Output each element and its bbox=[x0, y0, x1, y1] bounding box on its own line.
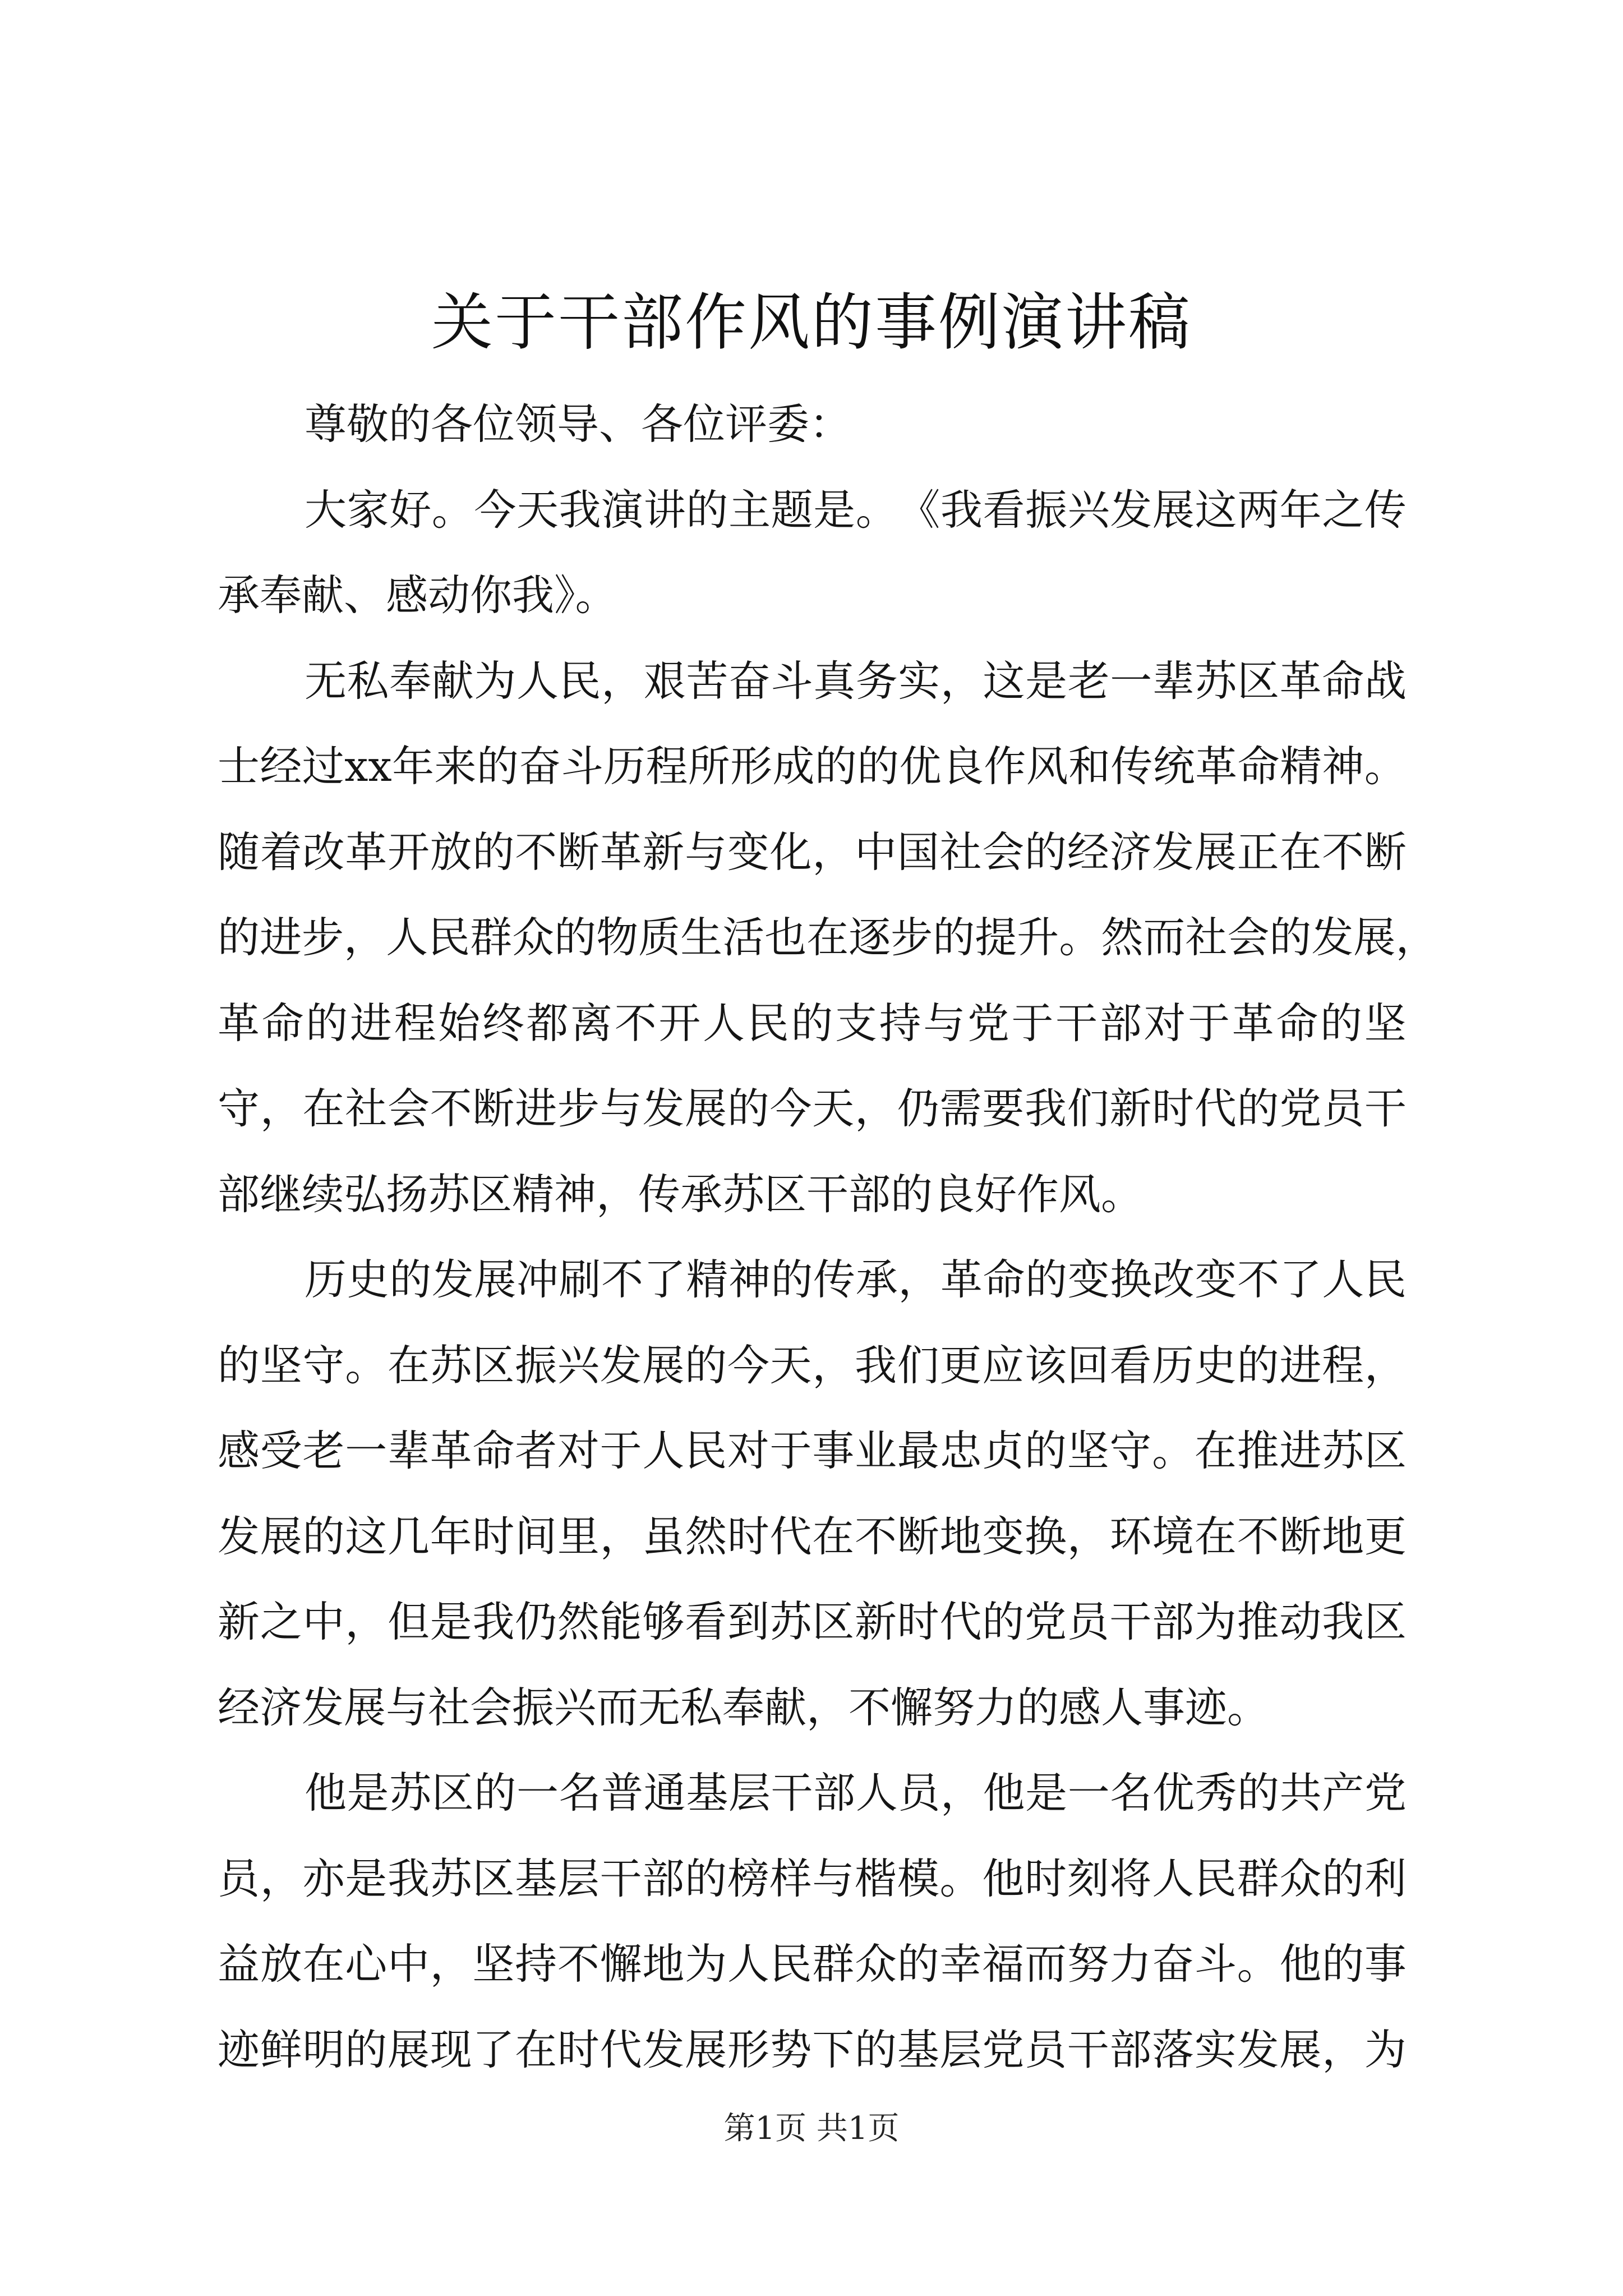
text-line: 士 经 过 xx 年 来 的 奋 斗 历 程 所 形 成 的 的 优 良 作 风 和 传 统 革 命 精 神 。 bbox=[218, 742, 1407, 791]
text-line: 随 着 改 革 开 放 的 不 断 革 新 与 变 化 ， 中 国 社 会 的 经 济 发 展 正 在 不 断 bbox=[218, 827, 1407, 877]
text-line: 迹 鲜 明 的 展 现 了 在 时 代 发 展 形 势 下 的 基 层 党 员 干 部 落 实 发 展 ， 为 bbox=[218, 2024, 1407, 2074]
text-line: 承奉献、感动你我》。 bbox=[218, 570, 617, 620]
text-line: 的 坚 守 。 在 苏 区 振 兴 发 展 的 今 天 ， 我 们 更 应 该 回 看 历 史 的 进 程 ， bbox=[218, 1340, 1407, 1390]
text-line: 部继续弘扬苏区精神，传承苏区干部的良好作风。 bbox=[218, 1169, 1144, 1219]
text-line: 尊敬的各位领导、各位评委： bbox=[305, 399, 852, 449]
text-line: 大 家 好 。 今 天 我 演 讲 的 主 题 是 。 《 我 看 振 兴 发 展 这 两 年 之 传 bbox=[305, 485, 1407, 535]
text-line: 的 进 步 ， 人 民 群 众 的 物 质 生 活 也 在 逐 步 的 提 升 。 然 而 社 会 的 发 展 ， bbox=[218, 913, 1438, 962]
body-text bbox=[218, 381, 1438, 2092]
text-line: 守 ， 在 社 会 不 断 进 步 与 发 展 的 今 天 ， 仍 需 要 我 们 新 时 代 的 党 员 干 bbox=[218, 1084, 1407, 1133]
text-line: 经济发展与社会振兴而无私奉献，不懈努力的感人事迹。 bbox=[218, 1682, 1270, 1732]
text-line: 无 私 奉 献 为 人 民 ， 艰 苦 奋 斗 真 务 实 ， 这 是 老 一 辈 苏 区 革 命 战 bbox=[305, 656, 1407, 706]
text-line: 历 史 的 发 展 冲 刷 不 了 精 神 的 传 承 ， 革 命 的 变 换 改 变 不 了 人 民 bbox=[305, 1255, 1407, 1304]
text-line: 感 受 老 一 辈 革 命 者 对 于 人 民 对 于 事 业 最 忠 贞 的 坚 守 。 在 推 进 苏 区 bbox=[218, 1426, 1407, 1475]
page-title: 关于干部作风的事例演讲稿 bbox=[431, 287, 1192, 358]
text-line: 他 是 苏 区 的 一 名 普 通 基 层 干 部 人 员 ， 他 是 一 名 优 秀 的 共 产 党 bbox=[305, 1768, 1407, 1818]
text-line: 员 ， 亦 是 我 苏 区 基 层 干 部 的 榜 样 与 楷 模 。 他 时 刻 将 人 民 群 众 的 利 bbox=[218, 1853, 1407, 1903]
text-line: 革 命 的 进 程 始 终 都 离 不 开 人 民 的 支 持 与 党 于 干 部 对 于 革 命 的 坚 bbox=[218, 998, 1407, 1048]
text-line: 益 放 在 心 中 ， 坚 持 不 懈 地 为 人 民 群 众 的 幸 福 而 努 力 奋 斗 。 他 的 事 bbox=[218, 1939, 1407, 1989]
text-line: 发 展 的 这 几 年 时 间 里 ， 虽 然 时 代 在 不 断 地 变 换 ， 环 境 在 不 断 地 更 bbox=[218, 1511, 1407, 1561]
text-line: 新 之 中 ， 但 是 我 仍 然 能 够 看 到 苏 区 新 时 代 的 党 员 干 部 为 推 动 我 区 bbox=[218, 1597, 1407, 1646]
page-footer: 第1页 共1页 bbox=[723, 2110, 900, 2147]
